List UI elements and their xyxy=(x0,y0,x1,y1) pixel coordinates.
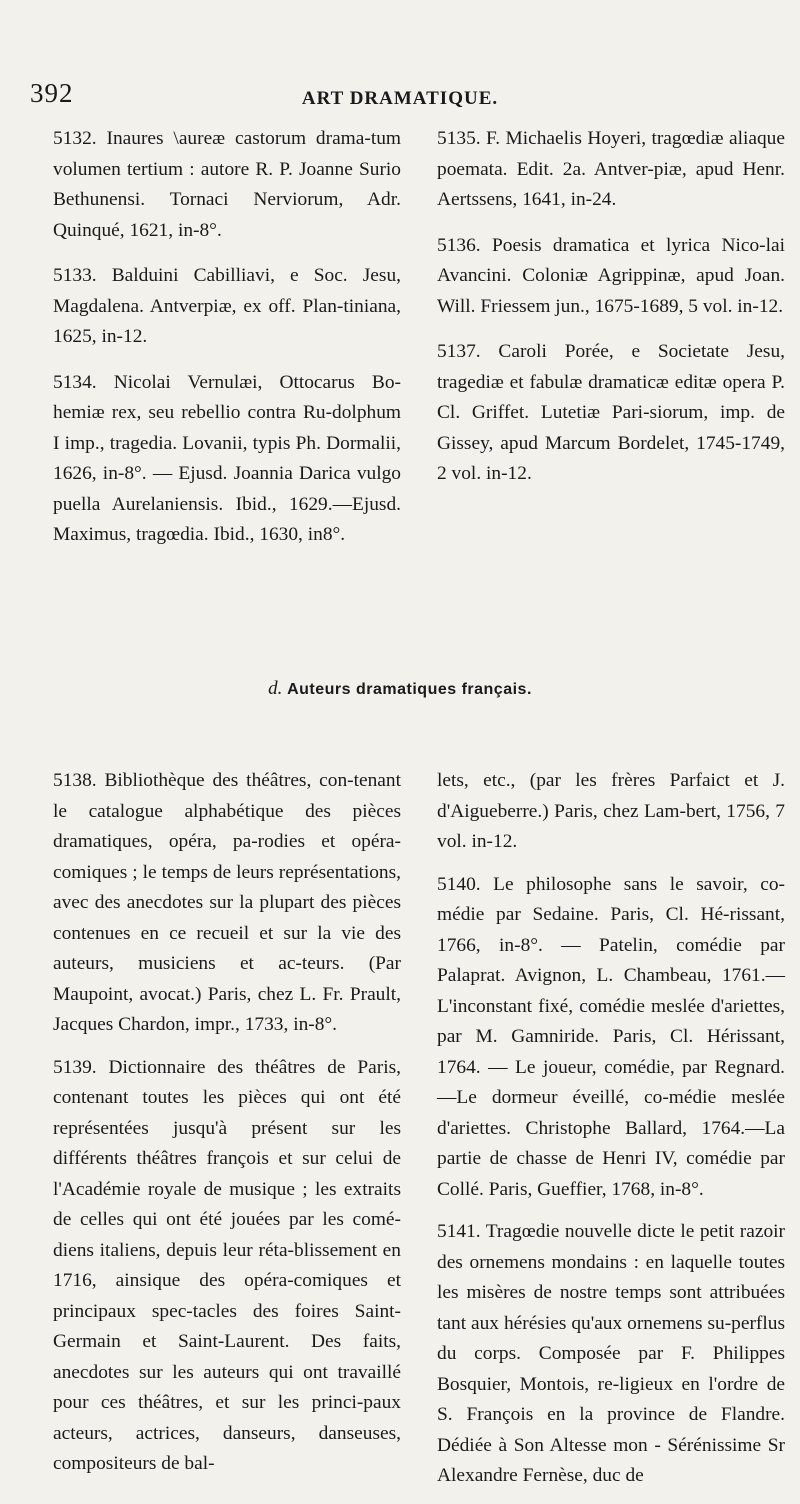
entry-5134: 5134. Nicolai Vernulæi, Ottocarus Bo-hemiæ rex, seu rebellio contra Ru-dolphum I imp., tragedia. Lovanii, typis Ph. Dormalii, 1626, in-8°. — Ejusd. Joannia Darica vulgo puella Aurelaniensis. Ibid., 1629.—Ejusd. Maximus, tragœdia. Ibid., 1630, in8°. xyxy=(53,371,401,545)
section-title: Auteurs dramatiques français. xyxy=(287,681,532,698)
column-top-left xyxy=(53,124,401,566)
entry-5141: 5141. Tragœdie nouvelle dicte le petit razoir des ornemens mondains : en laquelle toutes les misères de nostre temps sont attribuées tant aux hérésies qu'aux ornemens su-perflus du corps. Composée par F. Philippes Bosquier, Montois, re-ligieux en l'ordre de S. François en la province de Flandre. Dédiée à Son Altesse mon - Sérénissime Sr Alexandre Fernèse, duc de xyxy=(437,1221,785,1486)
entry-5136: 5136. Poesis dramatica et lyrica Nico-lai Avancini. Coloniæ Agrippinæ, apud Joan. Will. Friessem jun., 1675-1689, 5 vol. in-12. xyxy=(437,234,785,317)
entry-5140: 5140. Le philosophe sans le savoir, co-médie par Sedaine. Paris, Cl. Hé-rissant, 1766, in-8°. — Patelin, comédie par Palaprat. Avignon, L. Chambeau, 1761.—L'inconstant fixé, comédie meslée d'ariettes, par M. Gamniride. Paris, Cl. Hérissant, 1764. — Le joueur, comédie, par Regnard.—Le dormeur éveillé, co-médie meslée d'ariettes. Christophe Ballard, 1764.—La partie de chasse de Henri IV, comédie par Collé. Paris, Gueffier, 1768, in-8°. xyxy=(437,873,785,1200)
entry-5133: 5133. Balduini Cabilliavi, e Soc. Jesu, Magdalena. Antverpiæ, ex off. Plan-tiniana, 1625, in-12. xyxy=(53,265,401,347)
running-head: ART DRAMATIQUE. xyxy=(301,88,499,109)
column-bottom-left xyxy=(53,766,401,1492)
entry-5139-continued: lets, etc., (par les frères Parfaict et J. d'Aigueberre.) Paris, chez Lam-bert, 1756, 7 vol. in-12. xyxy=(437,770,785,852)
entry-5137: 5137. Caroli Porée, e Societate Jesu, tragediæ et fabulæ dramaticæ editæ opera P. Cl. Griffet. Lutetiæ Pari-siorum, imp. de Gissey, apud Marcum Bordelet, 1745-1749, 2 vol. in-12. xyxy=(437,341,785,484)
entry-5132: 5132. Inaures \aureæ castorum drama-tum volumen tertium : autore R. P. Joanne Surio Bethunensi. Tornaci Nerviorum, Adr. Quinqué, 1621, in-8°. xyxy=(53,128,401,241)
entry-5135: 5135. F. Michaelis Hoyeri, tragœdiæ aliaque poemata. Edit. 2a. Antver-piæ, apud Henr. Aertssens, 1641, in-24. xyxy=(437,128,785,210)
page-number: 392 xyxy=(30,78,74,108)
section-heading xyxy=(0,678,800,700)
column-bottom-right xyxy=(437,766,785,1504)
section-letter: d. xyxy=(268,678,283,699)
entry-5138: 5138. Bibliothèque des théâtres, con-tenant le catalogue alphabétique des pièces dramatiques, opéra, pa-rodies et opéra-comiques ; le temps de leurs représentations, avec des anecdotes sur la plupart des pièces contenues en ce recueil et sur la vie des auteurs, musiciens et ac-teurs. (Par Maupoint, avocat.) Paris, chez L. Fr. Prault, Jacques Chardon, impr., 1733, in-8°. xyxy=(53,770,401,1035)
entry-5139: 5139. Dictionnaire des théâtres de Paris, contenant toutes les pièces qui ont été représentées jusqu'à présent sur les différents théâtres françois et sur celui de l'Académie royale de musique ; les extraits de celles qui ont été jouées par les comé-diens italiens, depuis leur réta-blissement en 1716, ainsique des opéra-comiques et principaux spec-tacles des foires Saint-Germain et Saint-Laurent. Des faits, anecdotes sur les auteurs qui ont travaillé pour ces théâtres, et sur les princi-paux acteurs, actrices, danseurs, danseuses, compositeurs de bal- xyxy=(53,1056,401,1474)
column-top-right xyxy=(437,124,785,505)
